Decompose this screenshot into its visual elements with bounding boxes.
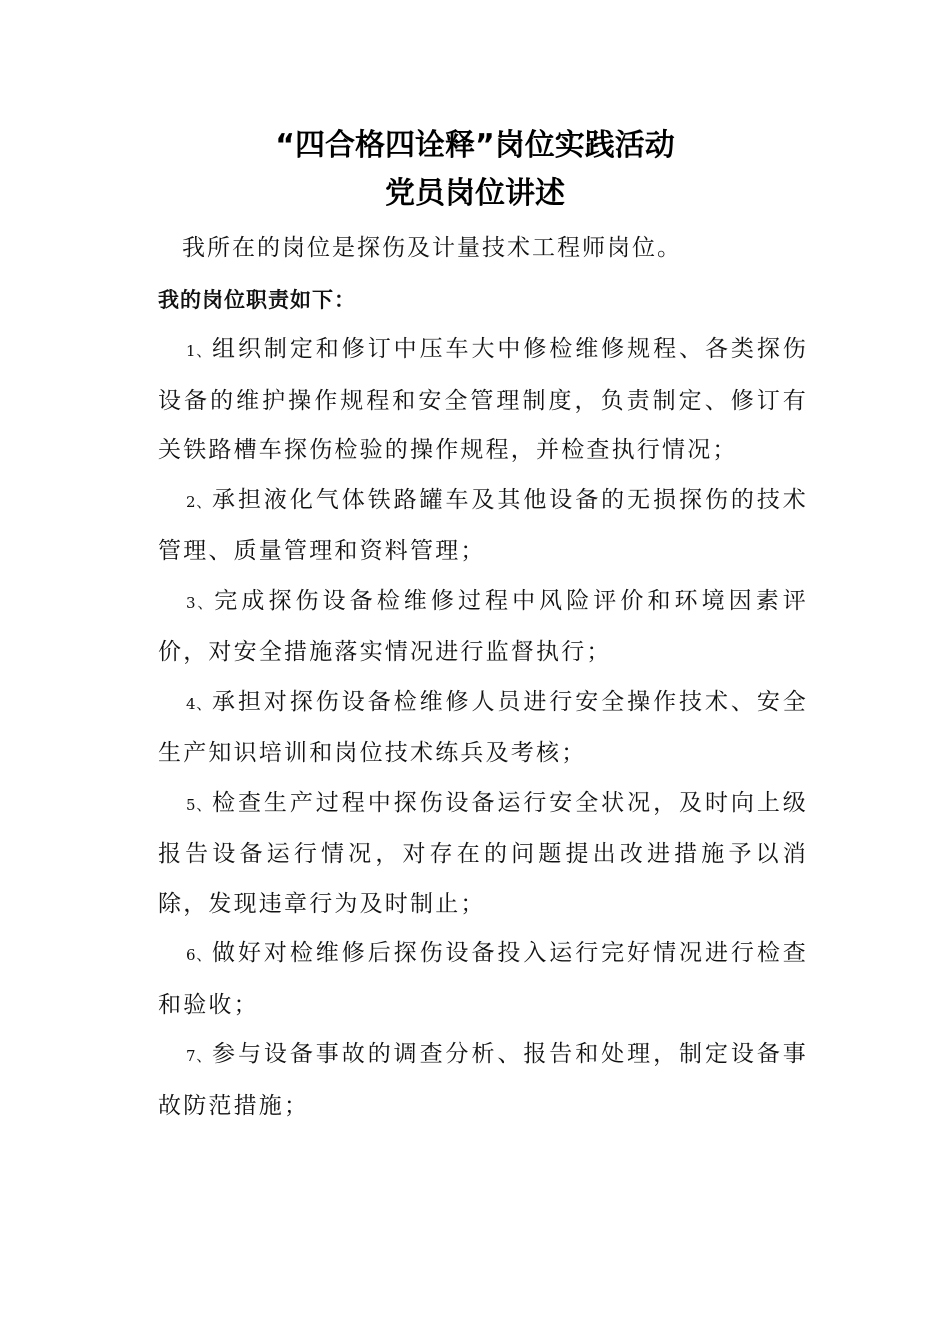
- duty-text: 完成探伤设备检维修过程中风险评价和环境因素评价，对安全措施落实情况进行监督执行；: [158, 587, 809, 665]
- duty-number: 6、: [186, 946, 213, 964]
- duty-text: 承担液化气体铁路罐车及其他设备的无损探伤的技术管理、质量管理和资料管理；: [158, 486, 808, 564]
- duty-text: 参与设备事故的调查分析、报告和处理，制定设备事故防范措施；: [158, 1041, 808, 1119]
- duty-text: 检查生产过程中探伤设备运行安全状况，及时向上级报告设备运行情况，对存在的问题提出改进措施予以消除，发现违章行为及时制止；: [158, 789, 808, 917]
- duty-item-3: [158, 577, 808, 678]
- duty-number: 5、: [186, 795, 213, 814]
- document-subtitle: 党员岗位讲述: [385, 176, 565, 211]
- intro-paragraph: 我所在的岗位是探伤及计量技术工程师岗位。: [182, 235, 682, 261]
- duty-number: 7、: [186, 1047, 213, 1065]
- duty-text: 承担对探伤设备检维修人员进行安全操作技术、安全生产知识培训和岗位技术练兵及考核；: [158, 688, 808, 766]
- duty-number: 4、: [186, 694, 213, 713]
- duties-list: [158, 325, 808, 1131]
- duty-number: 3、: [186, 593, 215, 612]
- duty-number: 1、: [186, 342, 213, 360]
- title-block: [0, 122, 950, 218]
- duty-item-4: [158, 678, 808, 779]
- duty-item-5: [158, 779, 808, 930]
- duty-item-1: [158, 325, 808, 476]
- duties-heading: 我的岗位职责如下：: [158, 287, 356, 312]
- duty-item-7: [158, 1030, 808, 1131]
- duty-item-2: [158, 476, 808, 577]
- duty-item-6: [158, 929, 808, 1030]
- duty-text: 组织制定和修订中压车大中修检维修规程、各类探伤设备的维护操作规程和安全管理制度，负责制定、修订有关铁路槽车探伤检验的操作规程，并检查执行情况；: [158, 336, 808, 463]
- duty-number: 2、: [186, 492, 213, 511]
- document-title: “四合格四诠释”岗位实践活动: [275, 128, 675, 163]
- duty-text: 做好对检维修后探伤设备投入运行完好情况进行检查和验收；: [158, 940, 808, 1018]
